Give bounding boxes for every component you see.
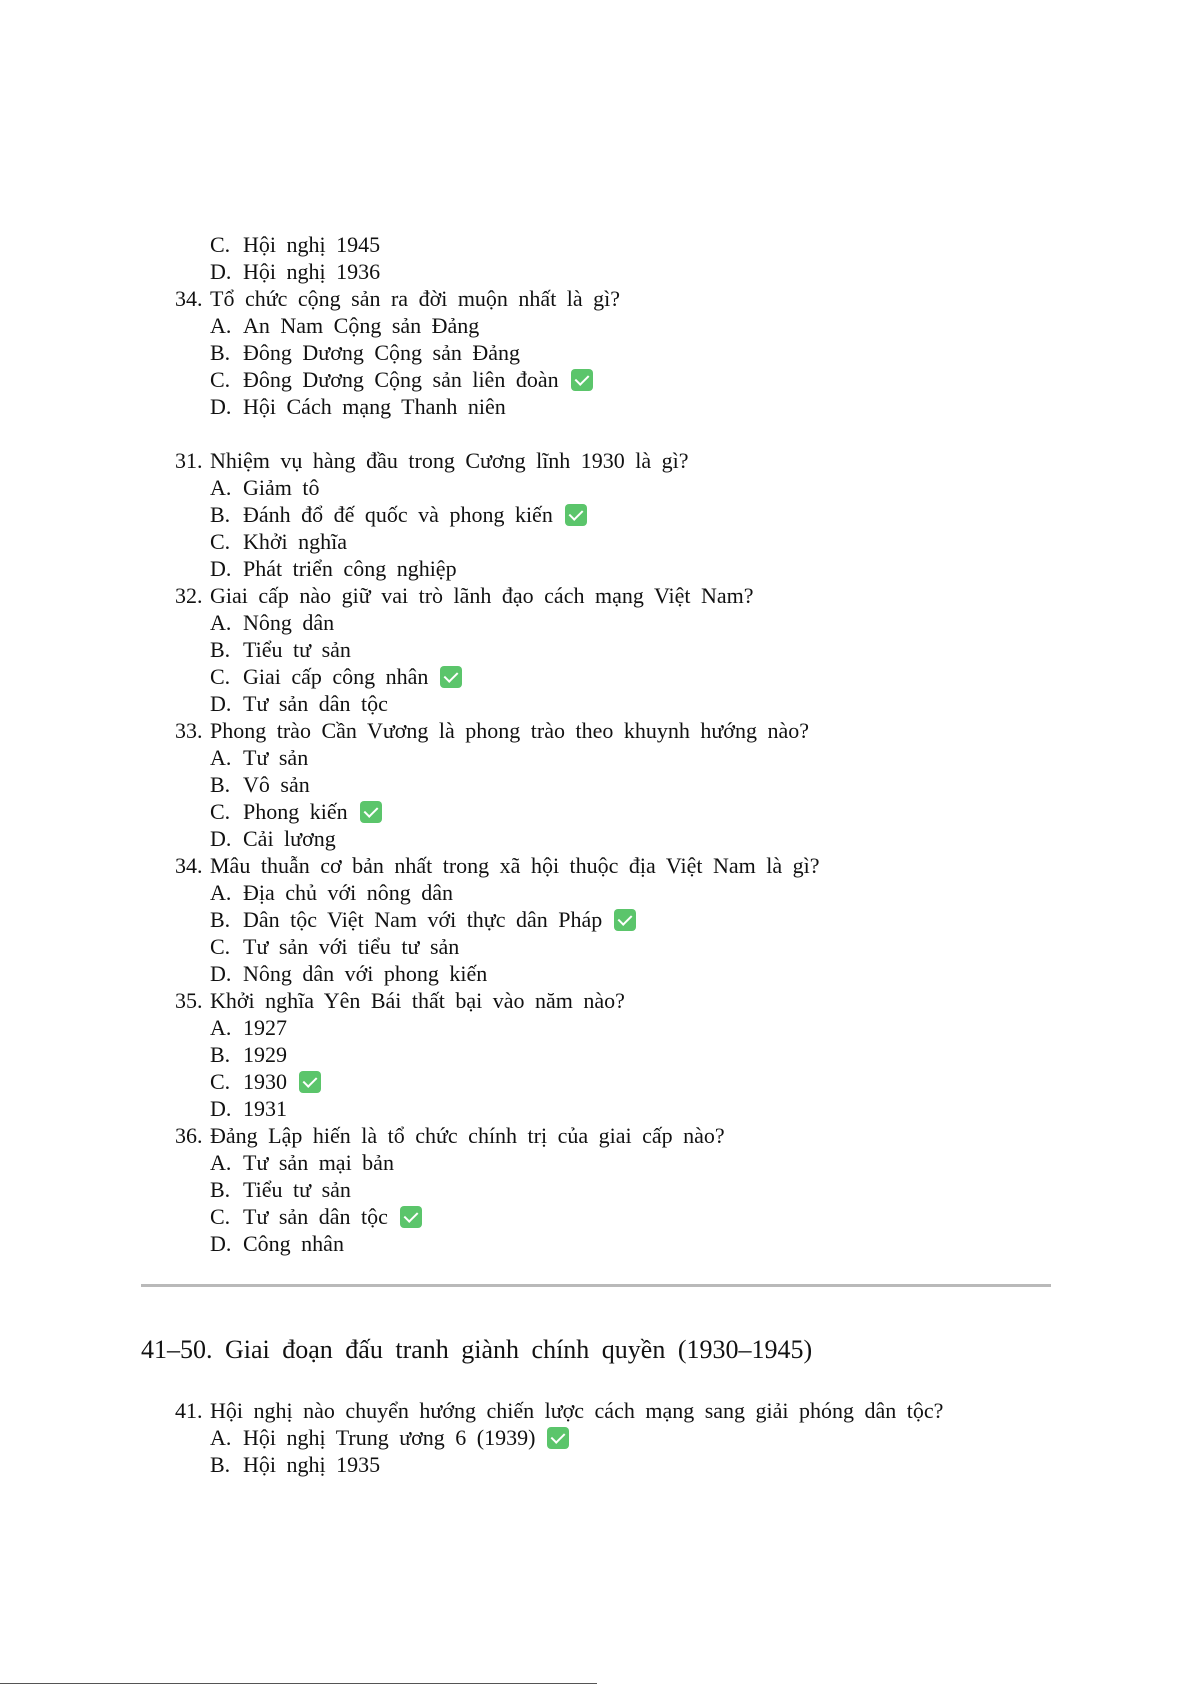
question-text: Hội nghị nào chuyển hướng chiến lược cách mạng sang giải phóng dân tộc? xyxy=(210,1398,944,1423)
question-block-top xyxy=(175,231,1075,420)
answer-option xyxy=(175,609,1075,636)
check-mark-icon xyxy=(547,1427,569,1449)
answer-option xyxy=(175,312,1075,339)
option-text: Địa chủ với nông dân xyxy=(243,880,454,905)
option-letter: B. xyxy=(210,907,231,932)
answer-option xyxy=(175,1095,1075,1122)
option-text: Tư sản dân tộc xyxy=(243,1204,388,1229)
option-text: Hội nghị 1936 xyxy=(243,259,381,284)
answer-option xyxy=(175,1041,1075,1068)
question-number: 35. xyxy=(175,988,203,1013)
check-mark-icon xyxy=(299,1071,321,1093)
option-letter: B. xyxy=(210,1042,231,1067)
option-letter: C. xyxy=(210,664,231,689)
option-text: Tiểu tư sản xyxy=(243,1177,351,1202)
option-letter: A. xyxy=(210,1425,232,1450)
option-text: An Nam Cộng sản Đảng xyxy=(243,313,480,338)
check-mark-icon xyxy=(360,801,382,823)
option-letter: D. xyxy=(210,691,232,716)
answer-option xyxy=(175,690,1075,717)
question-line xyxy=(175,285,1075,312)
option-letter: A. xyxy=(210,880,232,905)
answer-option xyxy=(175,393,1075,420)
answer-option xyxy=(175,1176,1075,1203)
option-text: 1929 xyxy=(243,1042,287,1067)
option-text: Giai cấp công nhân xyxy=(243,664,429,689)
question-text: Tổ chức cộng sản ra đời muộn nhất là gì? xyxy=(210,286,621,311)
question-line xyxy=(175,717,1075,744)
option-text: Đông Dương Cộng sản liên đoàn xyxy=(243,367,559,392)
answer-option xyxy=(175,528,1075,555)
option-letter: C. xyxy=(210,1204,231,1229)
option-text: Đông Dương Cộng sản Đảng xyxy=(243,340,520,365)
option-letter: A. xyxy=(210,610,232,635)
question-number: 34. xyxy=(175,853,203,878)
answer-option xyxy=(175,1149,1075,1176)
question-text: Mâu thuẫn cơ bản nhất trong xã hội thuộc địa Việt Nam là gì? xyxy=(210,853,820,878)
section-heading: 41–50. Giai đoạn đấu tranh giành chính quyền (1930–1945) xyxy=(141,1335,813,1364)
check-mark-icon xyxy=(400,1206,422,1228)
question-number: 41. xyxy=(175,1398,203,1423)
option-text: Vô sản xyxy=(243,772,310,797)
option-letter: B. xyxy=(210,340,231,365)
option-text: 1927 xyxy=(243,1015,287,1040)
answer-option xyxy=(175,906,1075,933)
option-text: 1931 xyxy=(243,1096,287,1121)
answer-option xyxy=(175,1203,1075,1230)
answer-option xyxy=(175,1424,1075,1451)
option-letter: A. xyxy=(210,1150,232,1175)
option-text: Giảm tô xyxy=(243,475,320,500)
option-text: Tư sản mại bản xyxy=(243,1150,394,1175)
option-letter: B. xyxy=(210,1452,231,1477)
option-text: Hội nghị 1945 xyxy=(243,232,381,257)
option-text: Hội nghị Trung ương 6 (1939) xyxy=(243,1425,536,1450)
option-letter: A. xyxy=(210,1015,232,1040)
question-number: 33. xyxy=(175,718,203,743)
option-text: Cải lương xyxy=(243,826,336,851)
answer-option xyxy=(175,825,1075,852)
question-line xyxy=(175,1397,1075,1424)
option-letter: D. xyxy=(210,961,232,986)
option-text: Phong kiến xyxy=(243,799,348,824)
option-letter: C. xyxy=(210,1069,231,1094)
option-text: 1930 xyxy=(243,1069,287,1094)
answer-option xyxy=(175,258,1075,285)
question-line xyxy=(175,852,1075,879)
question-text: Khởi nghĩa Yên Bái thất bại vào năm nào? xyxy=(210,988,625,1013)
option-letter: D. xyxy=(210,1096,232,1121)
option-letter: B. xyxy=(210,637,231,662)
option-letter: B. xyxy=(210,1177,231,1202)
answer-option xyxy=(175,636,1075,663)
question-block-41 xyxy=(175,1397,1075,1478)
answer-option xyxy=(175,555,1075,582)
option-letter: C. xyxy=(210,367,231,392)
question-block-31-36 xyxy=(175,447,1075,1257)
answer-option xyxy=(175,1230,1075,1257)
option-text: Tư sản với tiểu tư sản xyxy=(243,934,460,959)
option-text: Phát triển công nghiệp xyxy=(243,556,457,581)
answer-option xyxy=(175,366,1075,393)
option-letter: D. xyxy=(210,394,232,419)
check-mark-icon xyxy=(571,369,593,391)
question-text: Đảng Lập hiến là tổ chức chính trị của giai cấp nào? xyxy=(210,1123,725,1148)
option-letter: A. xyxy=(210,745,232,770)
answer-option xyxy=(175,744,1075,771)
option-letter: C. xyxy=(210,799,231,824)
option-text: Tiểu tư sản xyxy=(243,637,351,662)
option-text: Hội Cách mạng Thanh niên xyxy=(243,394,506,419)
footer-rule xyxy=(0,1683,597,1684)
answer-option xyxy=(175,339,1075,366)
question-text: Giai cấp nào giữ vai trò lãnh đạo cách mạng Việt Nam? xyxy=(210,583,754,608)
option-letter: D. xyxy=(210,1231,232,1256)
option-letter: C. xyxy=(210,934,231,959)
answer-option xyxy=(175,231,1075,258)
option-text: Tư sản xyxy=(243,745,309,770)
answer-option xyxy=(175,771,1075,798)
option-letter: B. xyxy=(210,772,231,797)
question-number: 34. xyxy=(175,286,203,311)
option-text: Nông dân xyxy=(243,610,335,635)
option-letter: C. xyxy=(210,232,231,257)
answer-option xyxy=(175,1068,1075,1095)
question-number: 31. xyxy=(175,448,203,473)
option-letter: A. xyxy=(210,475,232,500)
option-text: Tư sản dân tộc xyxy=(243,691,388,716)
answer-option xyxy=(175,879,1075,906)
question-line xyxy=(175,447,1075,474)
option-text: Dân tộc Việt Nam với thực dân Pháp xyxy=(243,907,603,932)
question-line xyxy=(175,987,1075,1014)
answer-option xyxy=(175,933,1075,960)
answer-option xyxy=(175,474,1075,501)
option-letter: D. xyxy=(210,556,232,581)
option-letter: C. xyxy=(210,529,231,554)
question-number: 32. xyxy=(175,583,203,608)
answer-option xyxy=(175,1451,1075,1478)
answer-option xyxy=(175,960,1075,987)
section-divider xyxy=(141,1284,1051,1287)
question-line xyxy=(175,1122,1075,1149)
answer-option xyxy=(175,798,1075,825)
answer-option xyxy=(175,501,1075,528)
option-letter: B. xyxy=(210,502,231,527)
option-text: Hội nghị 1935 xyxy=(243,1452,381,1477)
question-line xyxy=(175,582,1075,609)
option-letter: D. xyxy=(210,826,232,851)
answer-option xyxy=(175,1014,1075,1041)
question-text: Phong trào Cần Vương là phong trào theo khuynh hướng nào? xyxy=(210,718,809,743)
question-text: Nhiệm vụ hàng đầu trong Cương lĩnh 1930 là gì? xyxy=(210,448,689,473)
check-mark-icon xyxy=(565,504,587,526)
answer-option xyxy=(175,663,1075,690)
option-text: Nông dân với phong kiến xyxy=(243,961,488,986)
option-text: Khởi nghĩa xyxy=(243,529,348,554)
option-letter: D. xyxy=(210,259,232,284)
option-text: Công nhân xyxy=(243,1231,344,1256)
question-number: 36. xyxy=(175,1123,203,1148)
option-letter: A. xyxy=(210,313,232,338)
check-mark-icon xyxy=(614,909,636,931)
option-text: Đánh đổ đế quốc và phong kiến xyxy=(243,502,553,527)
check-mark-icon xyxy=(440,666,462,688)
